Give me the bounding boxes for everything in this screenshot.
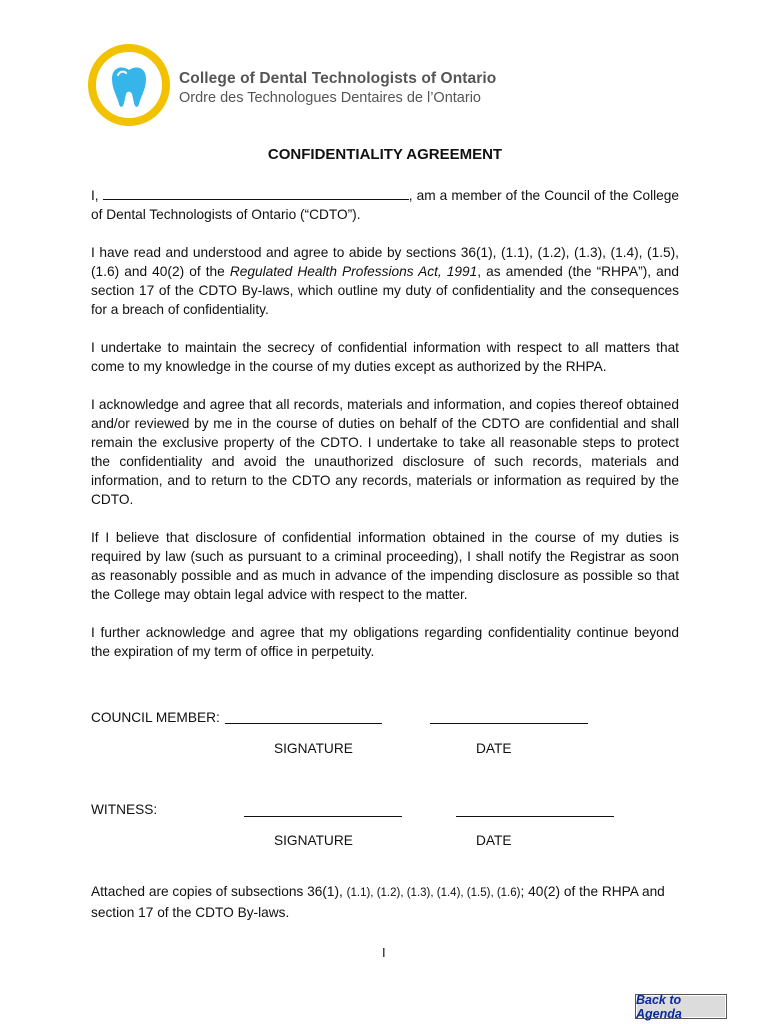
secrecy-paragraph: I undertake to maintain the secrecy of confidential information with respect to all matters that come to my knowledge in the course of my duties except as authorized by the RHPA. [91, 340, 679, 374]
organization-name [179, 70, 496, 106]
act-name: Regulated Health Professions Act, 1991 [229, 264, 478, 279]
intro-suffix: , am a member of the Council of the College of Dental Technologists of Ontario (“CDTO”). [91, 188, 679, 222]
back-to-agenda-button[interactable]: Back to Agenda [635, 994, 727, 1019]
witness-date-caption: DATE [476, 833, 512, 848]
obligations-paragraph: I further acknowledge and agree that my obligations regarding confidentiality continue beyond the expiration of my term of office in perpetuity. [91, 625, 679, 659]
council-signature-caption: SIGNATURE [274, 741, 353, 756]
attached-subsections: (1.1), (1.2), (1.3), (1.4), (1.5), (1.6) [346, 887, 521, 899]
rhpa-paragraph-part-b: , as amended (the “RHPA”), and section 17 of the CDTO By-laws, which outline my duty of confidentiality and the consequences for a breach of confidentiality. [91, 264, 679, 317]
org-name-french: Ordre des Technologues Dentaires de l’Ontario [179, 90, 481, 106]
council-signature-line[interactable] [225, 722, 382, 724]
tooth-logo-icon [88, 44, 170, 126]
council-date-line[interactable] [430, 722, 588, 724]
attached-note-part-a: Attached are copies of subsections 36(1), [91, 884, 343, 899]
agreement-body [91, 186, 679, 680]
witness-label: WITNESS: [91, 802, 158, 817]
witness-signature-line[interactable] [244, 815, 402, 817]
page-number: I [382, 945, 386, 960]
rhpa-paragraph-part-a: I have read and understood and agree to abide by sections 36(1), (1.1), (1.2), (1.3), (1.4), (1.5), (1.6) and 40(2) of the [91, 245, 679, 279]
witness-date-line[interactable] [456, 815, 614, 817]
attached-note [91, 882, 681, 923]
council-member-label: COUNCIL MEMBER: [91, 710, 220, 725]
witness-signature-caption: SIGNATURE [274, 833, 353, 848]
document-title: CONFIDENTIALITY AGREEMENT [267, 146, 503, 163]
org-name-english: College of Dental Technologists of Ontario [179, 70, 497, 87]
attached-note-part-b: ; 40(2) of the RHPA and section 17 of the CDTO By-laws. [91, 884, 665, 920]
council-date-caption: DATE [476, 741, 512, 756]
records-paragraph: I acknowledge and agree that all records, materials and information, and copies thereof obtained and/or reviewed by me in the course of duties on behalf of the CDTO are confidential and shall remain the exclusive property of the CDTO. I undertake to take all reasonable steps to protect the confidentiality and avoid the unauthorized disclosure of such records, materials and information, and to return to the CDTO any records, materials or information as required by the CDTO. [91, 397, 679, 507]
member-name-blank[interactable] [103, 186, 409, 200]
intro-prefix: I, [91, 188, 99, 203]
rhpa-paragraph [91, 243, 679, 319]
disclosure-paragraph: If I believe that disclosure of confidential information obtained in the course of my duties is required by law (such as pursuant to a criminal proceeding), I shall notify the Registrar as soon as reasonably possible and as much in advance of the impending disclosure as possible so that the College may obtain legal advice with respect to the matter. [91, 530, 679, 602]
intro-paragraph [91, 186, 679, 224]
